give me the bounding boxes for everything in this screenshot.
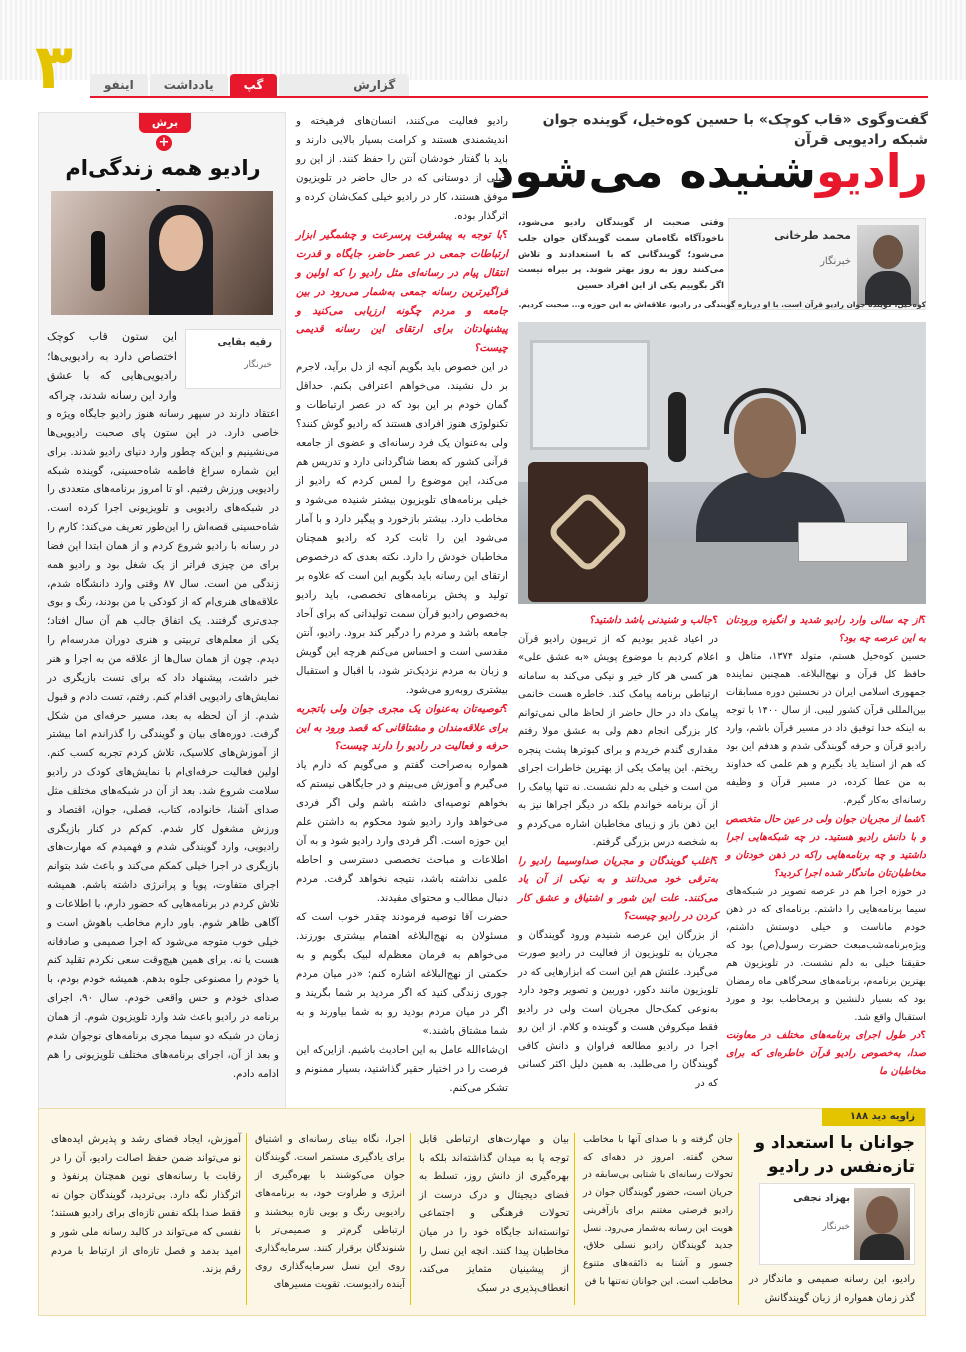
bottom-column-2: جان گرفته و با صدای آنها با مخاطب سخن گفته. امروز در دهه‌ای که تحولات رسانه‌ای با شتابی بی‌سابقه در جریان است، حضور گویندگان جوان در رادیو فرصتی مغتنم برای بازآفرینی هویت این رسانه به‌شمار می‌رود. نسل جدید گویندگان رادیو نسلی خلاق، جسور و آشنا به ذائقه‌های متنوع مخاطب است. این جوانان نه‌تنها با فن [583,1134,733,1287]
sidebar-body: اعتقاد دارند در سپهر رسانه هنوز رادیو جایگاه ویژه و خاصی دارد. در این ستون پای صحبت رادیویی‌ها می‌نشینیم و این‌که چطور وارد دنیای رادیو شدند. برای این شماره سراغ فاطمه شاه‌حسینی، گوینده شبکه رادیویی ورزش رفتیم. او تا امروز برنامه‌های متعددی را در شبکه‌های رادیویی و تلویزیونی اجرا کرده است. شاه‌حسینی قصه‌اش را این‌طور تعریف می‌کند: کارم را در رسانه با رادیو شروع کردم و از همان ابتدا این فضا برای من چیزی فراتر از یک شغل بود و رادیو همه زندگی من است. سال ۸۷ وقتی وارد دانشگاه شدم، علاقه‌های هنری‌ام که از کودکی با من بودند، رنگ و بوی جدی‌تری گرفتند. یک اتفاق جالب هم آن سال افتاد؛ یکی از معلم‌های تربیتی و هنری دوران مدرسه‌ام را دیدم. چون از همان سال‌ها از علاقه من به اجرا و هنر خبر داشت، پیشنهاد داد که برای تست بازیگری در نمایش‌های رادیویی اقدام کنم. رفتم، تست دادم و قبول شدم. از آن لحظه به بعد، مسیر حرفه‌ای من شکل گرفت. دوره‌های بیان و گویندگی را گذراندم اما بیشتر از آموزش‌های کلاسیک، تلاش کردم تجربه کسب کنم. اولین فعالیت حرفه‌ای‌ام با نمایش‌های کودک در رادیو سلامت شروع شد. بعد از آن در شبکه‌های مختلف مثل صدای آشنا، خانواده، کتاب، فصلی، جوان، اقتصاد و ورزش مشغول کار شدم. کم‌کم در کنار بازیگری رادیویی، وارد گویندگی شدم و فهمیدم که مهارت‌های بازیگری در اجرا خیلی کمکم می‌کند و باعث شد بتوانم اجرای متفاوت، پویا و پرانرژی داشته باشم. همیشه تلاش کردم در برنامه‌هایی که حضور دارم، با اطلاعات و آگاهی ظاهر شوم. باور دارم مخاطب باهوش است و خیلی خوب متوجه می‌شود که اجرا صمیمی و صادقانه هست یا نه. برای همین هیچ‌وقت سعی نکردم تقلید کنم یا خودم را مصنوعی جلوه بدهم. همیشه خودم بودم، با صدای خودم و حس واقعی خودم. سال ۹۰، اجرای برنامه در رادیو باعث شد وارد تلویزیون شوم. از همان زمان در شبکه دو سیما مجری برنامه‌های نوجوان شدم و بعد از آن، اجرای برنامه‌های مختلف تلویزیونی را هم ادامه دادم. [47,408,279,1080]
bottom-column-1: رادیو، این رسانه صمیمی و ماندگار در گذر زمان همواره از زبان گویندگانش [749,1274,915,1304]
bottom-tag-label: زاویه دید [871,1111,915,1122]
interview-paragraph: حسین کوه‌خیل هستم، متولد ۱۳۷۴، متاهل و حافظ کل قرآن و نهج‌البلاغه. همچنین نماینده جمهوری اسلامی ایران در نخستین دوره مسابقات بین‌المللی قرآن کشور لیبی. از سال ۱۴۰۰ با توجه به اینکه خدا توفیق داد در مسیر قرآن باشم، وارد رادیو قرآن و حرفه گویندگی شدم و هدفم این بود که هم از استاید یاد بگیرم و هم علمی که خداوند به من عطا کرده، در مسیر قرآن و وظیفه رسانه‌ای به‌کار گیرم. [726,651,926,807]
plus-icon: + [156,135,172,151]
bottom-divider [574,1133,575,1305]
section-tabs [90,74,409,96]
bottom-column-4: اجرا، نگاه بینای رسانه‌ای و اشتیاق برای یادگیری مستمر است. گویندگان جوان می‌کوشند با بهره‌گیری از انرژی و طراوت خود، به برنامه‌های رادیویی رنگ و بویی تازه ببخشند و ارتباطی گرم‌تر و صمیمی‌تر با شنوندگان برقرار کنند. سرمایه‌گذاری روی این نسل سرمایه‌گذاری روی آینده رادیوست. تقویت مسیرهای [255,1134,405,1291]
microphone-icon [91,231,105,291]
headline-black-part: شنیده می‌شود [490,144,817,198]
interview-question: ؟ شما از مجریان جوان ولی در عین حال متخصص و با دانش رادیو هستید. در چه شبکه‌هایی اجرا داشتید و چه برنامه‌هایی راکه در ذهن خودتان و مخاطبان‌تان ماندگار شده اجرا کردید؟ [726,811,926,883]
interview-paragraph: در حوزه اجرا هم در عرصه تصویر در شبکه‌های سیما برنامه‌هایی را داشتم. برنامه‌ای که در ذهن خودم ماناست و خیلی دوستش داشتم، ویژه‌برنامه‌شب‌مبعث حضرت رسول(ص) بود که حقیقتا خیلی به دلم نشست. در تلویزیون هم بهترین برنامه‌م، برنامه‌های سحرگاهی ماه رمضان بود که بسیار دلنشین و پرمخاطب بود و مورد استقبال واقع شد. [726,885,926,1024]
article-intro: وقتی صحبت از گویندگان رادیو می‌شود، ناخودآگاه نگاه‌مان سمت گویندگان جوان جلب می‌شود؛ گویندگانی که با استعدادند و تلاش می‌کنند روز به روز بهتر شوند. پر بیراه نیست اگر بگوییم یکی از این افراد حسین [518,218,724,291]
sidebar-author-role: خبرنگار [244,360,272,370]
article-headline [490,136,928,206]
header-band [0,0,966,80]
interview-paragraph: در اعیاد غدیر بودیم که از تریبون رادیو قرآن اعلام کردیم با موضوع پویش «به عشق علی» هر کسی هر کار خیر و نیکی می‌کند به سامانه ارتباطی برنامه پیامک کند. خاطره هست خانمی پیامک داد در حال حاضر از لحاظ مالی نمی‌توانم کار بزرگی انجام دهم ولی به عشق مولا رفتم مقداری گندم خریدم و برای کبوترها پشت پنجره ریختم. این پیامک یکی از بهترین خاطرات اجرای من است و خیلی به دلم نشست. نه تنها پیامک را از آن برنامه خواندم بلکه در دیگر اجراها نیز به این ذهن باز و زیبای مخاطبان اشاره می‌کردم و به شخصه درس بزرگی گرفتم. [518,633,718,848]
interview-question: ؟ جالب و شنیدنی باشد داشتید؟ [518,612,718,631]
tab-info[interactable]: اینفو [90,74,148,96]
bottom-title: جوانان با استعداد و تازه‌نفس در رادیو [754,1133,915,1177]
author-card [728,218,926,310]
sidebar-box [38,112,286,1122]
bottom-column-5: آموزش، ایجاد فضای رشد و پذیرش ایده‌های نو می‌تواند ضمن حفظ اصالت رادیو، آن را در رقابت با رسانه‌های نوین همچنان پرنفوذ و اثرگذار نگه دارد. بی‌تردید، گویندگان جوان نه فقط صدا بلکه نفس تازه‌ای برای رادیو هستند؛ نفسی که می‌تواند در کالبد رسانه ملی شور و امید بدمد و فصل تازه‌ای از ارتباط با مردم رقم بزند. [51,1134,241,1276]
interview-paragraph: ان‌شاءالله عامل به این احادیث باشیم. ازاین‌که این فرصت را در اختیار حقیر گذاشتید، بسیار ممنونم و تشکر می‌کنم. [296,1043,508,1094]
bottom-tag [822,1108,925,1126]
bottom-author-photo [854,1188,910,1260]
sidebar-badge: برش [139,113,191,133]
bottom-author-name: بهزاد نجفی [793,1193,850,1204]
bottom-divider [738,1133,739,1305]
tab-note[interactable]: یادداشت [150,74,228,96]
sidebar-lead: این ستون قاب کوچک اختصاص دارد به رادیویی‌ها؛ رادیویی‌هایی که با عشق وارد این رسانه شدند، چراکه [47,330,177,402]
interview-question: ؟ با توجه به پیشرفت پرسرعت و چشمگیر ابزار ارتباطات جمعی در عصر حاضر، جایگاه و قدرت انتقال پیام در رسانه‌ای مثل رادیو را که اولین و فراگیرترین رسانه جمعی به‌شمار می‌رود در بین جامعه و مردم چگونه ارزیابی می‌کنید و پیشنهادتان برای ارتقای این رسانه قدیمی چیست؟ [296,226,508,359]
bottom-tag-number: ۱۸۸ [849,1111,869,1122]
page-number: ۳ [35,30,73,103]
interview-question: ؟ توصیه‌تان به‌عنوان یک مجری جوان ولی باتجربه برای علاقه‌مندان و مشتاقانی که قصد ورود به این حرفه و فعالیت در رادیو را دارند چیست؟ [296,700,508,757]
interview-paragraph: از بزرگان این عرصه شنیدم ورود گویندگان و مجریان به تلویزیون از فعالیت در رادیو صورت می‌گیرد. علتش هم این است که ابزارهایی که در تلویزیون مانند دکور، دوربین و تصویر وجود دارد به‌نوعی کمک‌حال مجریان است ولی در رادیو فقط میکروفن هست و گوینده و کلام. از این رو اجرا در رادیو مطالعه فراوان و دانش کافی گویندگان را می‌طلبد. به همین دلیل اکثر کسانی که در [518,929,718,1089]
bottom-divider [410,1133,411,1305]
bottom-author-role: خبرنگار [822,1222,850,1232]
sidebar-title: رادیو همه زندگی‌ام [65,156,261,180]
interview-question: ؟ در طول اجرای برنامه‌های مختلف در معاونت صدا، به‌خصوص رادیو قرآن خاطره‌ای که برای مخاطبان ما [726,1027,926,1081]
author-photo [857,225,919,305]
main-photo [518,322,926,604]
bottom-divider [246,1133,247,1305]
headline-red-part: رادیو [816,144,928,198]
interview-question: ؟ از چه سالی وارد رادیو شدید و انگیزه ورودتان به این عرصه چه بود؟ [726,612,926,648]
sidebar-photo [51,191,273,315]
bottom-opinion-box [38,1108,926,1316]
bottom-column-3: بیان و مهارت‌های ارتباطی قابل توجه پا به میدان گذاشته‌اند بلکه با بهره‌گیری از دانش روز، تسلط به فضای دیجیتال و درک درست از تحولات فرهنگی و اجتماعی توانسته‌اند جایگاه خود را در میان مخاطبان پیدا کنند. انچه این نسل را از پیشینیان متمایز می‌کند، انعطاف‌پذیری در سبک [419,1134,569,1294]
interview-paragraph: همواره به‌صراحت گفتم و می‌گویم که دارم یاد می‌گیرم و آموزش می‌بینم و در جایگاهی نیستم که بخواهم توصیه‌ای داشته باشم ولی اگر فردی می‌خواهد وارد رادیو شود محکوم به داشتن علم این حوزه است. اگر فردی وارد رادیو شود و به آن اطلاعات و مباحث تخصصی دسترسی و احاطه علمی نداشته باشد، نتیجه نخواهد گرفت. مردم دنبال مطالب و محتوای مفیدند. [296,759,508,905]
interview-paragraph: در این خصوص باید بگویم آنچه از دل برآید، لاجرم بر دل نشیند. می‌خواهم اعترافی بکنم. حداقل گمان خودم بر این بود که در عصر ارتباطات و تکنولوژی هنوز افرادی هستند که رادیو گوش کنند؟ ولی به‌عنوان یک فرد رسانه‌ای و عضوی از جامعه قرآنی کشور که بعضا شاگردانی دارد و تدریس هم می‌کند، این موضوع را لمس کردم که رادیو از خیلی برنامه‌های تلویزیون بیشتر شنیده می‌شود و مخاطب دارد. بیشتر بازخورد و پیگیر دارد و با آمار می‌شود این را ثابت کرد که رادیو همچنان مخاطبان خودش را دارد. نکته بعدی که درخصوص ارتقای این رسانه باید بگویم این است که علاوه بر تولید و پخش برنامه‌های تخصصی، باید رادیو به‌خصوص رادیو قرآن سمت تولیداتی که برای آحاد جامعه باشد و مردم را درگیر کند برود. رادیو، آنتن مقدسی است و احساس می‌کنم هرچه این گویش و زبان به مردم نزدیک‌تر شود، با اقبال و استقبال بیشتری روبه‌رو می‌شود. [296,361,508,696]
nav-underline [90,96,928,98]
bottom-author-card [759,1183,915,1265]
author-role: خبرنگار [820,256,851,267]
microphone-icon [668,392,686,462]
article-intro-tail: کوه‌خیل، گوینده جوان رادیو قرآن است. با او درباره گویندگی در رادیو، علاقه‌اش به این حوزه و... صحبت کردیم. [518,300,926,309]
tab-report[interactable]: گزارش [279,74,409,96]
article-kicker: گفت‌وگوی «قاب کوچک» با حسین کوه‌خیل، گوینده جوان شبکه رادیویی قرآن [542,112,928,148]
article-column-1 [726,612,926,1081]
author-name: محمد طرخانی [774,229,851,242]
sidebar-author-name: رقیه بقایی [217,337,272,348]
sidebar-author-card [185,329,281,389]
article-column-3 [296,112,508,1098]
interview-question: ؟ اغلب گویندگان و مجریان صداوسیما رادیو را به‌ترقی خود می‌دانند و به نیکی از آن یاد می‌کنند. علت این شور و اشتیاق و عشق کار کردن در رادیو چیست؟ [518,853,718,927]
interview-paragraph: حضرت آقا توصیه فرمودند چقدر خوب است که مسئولان به نهج‌البلاغه اهتمام بیشتری بورزند. می‌خواهم به فرمان معظم‌له لبیک بگویم و به حکمتی از نهج‌البلاغه اشاره کنم: «در میان مردم جوری زندگی کنید که اگر مردید بر شما بگریند و اگر در میان مردم بودید رو به شما بیاورند و به شما مشتاق باشند.» [296,911,508,1037]
article-column-2 [518,612,718,1093]
interview-paragraph: رادیو فعالیت می‌کنند، انسان‌های فرهیخته و اندیشمندی هستند و کرامت بسیار بالایی دارند و باید با گفتار خودشان آنتن را حفظ کنند. از این رو خیلی از دوستانی که در حال حاضر در تلویزیون موفق هستند، کار در رادیو خیلی کمک‌شان کرده و اثرگذار بوده. [296,115,508,222]
tab-chat[interactable]: گپ [230,74,278,96]
